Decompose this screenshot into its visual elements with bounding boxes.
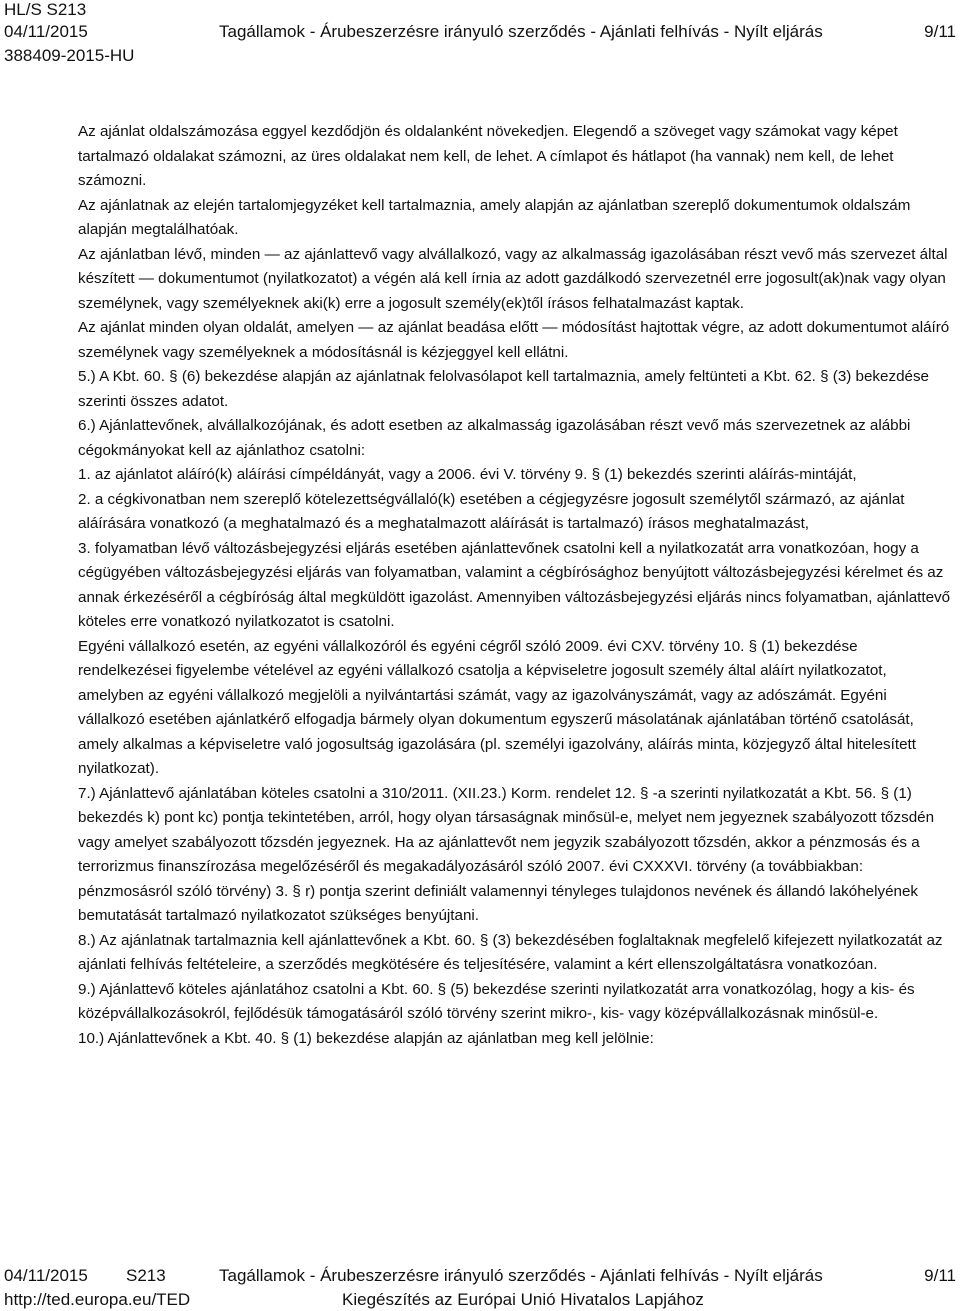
footer-title: Tagállamok - Árubeszerzésre irányuló szerződés - Ajánlati felhívás - Nyílt eljárás: [219, 1266, 823, 1285]
header-page-number: 9/11: [924, 22, 956, 41]
notice-id: 388409-2015-HU: [4, 46, 135, 65]
paragraph: Az ajánlat minden olyan oldalát, amelyen — az ajánlat beadása előtt — módosítást hajtottak végre, az adott dokumentumot aláíró személynek vagy személyeknek a módosításnál is kézjeggyel kell ellátni.: [78, 319, 950, 361]
header-title: Tagállamok - Árubeszerzésre irányuló szerződés - Ajánlati felhívás - Nyílt eljárás: [219, 22, 823, 41]
journal-label: HL/S S213: [4, 0, 87, 19]
paragraph: Az ajánlatnak az elején tartalomjegyzéket kell tartalmaznia, amely alapján az ajánlatban szereplő dokumentumok oldalszám alapján megtalálhatóak.: [78, 196, 911, 238]
paragraph: Az ajánlatban lévő, minden — az ajánlattevő vagy alvállalkozó, vagy az alkalmasság igazolásában részt vevő más szervezet által készített — dokumentumot (nyilatkozatot) a végén alá kell írnia az adott gazdálkodó szervezetnél erre jogosult(ak)nak vagy olyan személynek, vagy személyeknek aki(k) erre a jogosult személy(ek)től írásos felhatalmazást kaptak.: [78, 245, 948, 312]
paragraph: 2. a cégkivonatban nem szereplő kötelezettségvállaló(k) esetében a cégjegyzésre jogosult személytől származó, az ajánlat aláírására vonatkozó (a meghatalmazó és a meghatalmazott aláírását is tartalmazó) írásos meghatalmazást,: [78, 490, 905, 532]
paragraph: 10.) Ajánlattevőnek a Kbt. 40. § (1) bekezdése alapján az ajánlatban meg kell jelölnie:: [78, 1029, 654, 1047]
footer-url-link[interactable]: http://ted.europa.eu/TED: [4, 1290, 191, 1309]
footer-issue: S213: [126, 1266, 166, 1285]
paragraph: 9.) Ajánlattevő köteles ajánlatához csatolni a Kbt. 60. § (5) bekezdése szerinti nyilatkozatát arra vonatkozólag, hogy a kis- és középvállalkozásokról, fejlődésük támogatásáról szóló törvény szerint mikro-, kis- vagy középvállalkozásnak minősül-e.: [78, 980, 915, 1022]
paragraph: Az ajánlat oldalszámozása eggyel kezdődjön és oldalanként növekedjen. Elegendő a szöveget vagy számokat vagy képet tartalmazó oldalakat számozni, az üres oldalakat nem kell, de lehet. A címlapot és hátlapot (ha vannak) nem kell, de lehet számozni.: [78, 123, 898, 189]
paragraph: 5.) A Kbt. 60. § (6) bekezdése alapján az ajánlatnak felolvasólapot kell tartalmaznia, amely feltünteti a Kbt. 62. § (3) bekezdése szerinti összes adatot.: [78, 368, 930, 410]
paragraph: 7.) Ajánlattevő ajánlatában köteles csatolni a 310/2011. (XII.23.) Korm. rendelet 12. § -a szerinti nyilatkozatát a Kbt. 56. § (1) bekezdés k) pont kc) pontja tekintetében, arról, hogy olyan társaságnak minősül-e, melyet nem jegyeznek szabályozott tőzsdén vagy amelyet szabályozott tőzsdén jegyeznek. Ha az ajánlattevőt nem jegyzik szabályozott tőzsdén, akkor a pénzmosás és a terrorizmus finanszírozása megelőzéséről és megakadályozásáról szóló 2007. évi CXXXVI. törvény (a továbbiakban: pénzmosásról szóló törvény) 3. § r) pontja szerint definiált valamennyi tényleges tulajdonos nevének és állandó lakóhelyének bemutatását tartalmazó nyilatkozatot szükséges benyújtani.: [78, 784, 935, 924]
paragraph: 6.) Ajánlattevőnek, alvállalkozójának, és adott esetben az alkalmasság igazolásában részt vevő más szervezetnek az alábbi cégokmányokat kell az ajánlathoz csatolni:: [78, 417, 911, 459]
document-body: [78, 120, 954, 1051]
footer-supplement: Kiegészítés az Európai Unió Hivatalos Lapjához: [342, 1290, 704, 1309]
paragraph: Egyéni vállalkozó esetén, az egyéni vállalkozóról és egyéni cégről szóló 2009. évi CXV. törvény 10. § (1) bekezdése rendelkezései figyelembe vételével az egyéni vállalkozó csatolja a képviseletre jogosult személy által aláírt nyilatkozatot, amelyben az egyéni vállalkozó megjelöli a nyilvántartási számát, vagy az igazolványszámát, vagy az adószámát. Egyéni vállalkozó esetében ajánlatkérő elfogadja bármely olyan dokumentum egyszerű másolatának ajánlatában történő csatolását, amely alkalmas a képviseletre való jogosultság igazolására (pl. személyi igazolvány, aláírás minta, közjegyző által hitelesített nyilatkozat).: [78, 637, 916, 777]
paragraph: 8.) Az ajánlatnak tartalmaznia kell ajánlattevőnek a Kbt. 60. § (3) bekezdésében foglaltaknak megfelelő kifejezett nyilatkozatát az ajánlati felhívás feltételeire, a szerződés megkötésére és teljesítésére, valamint a kért ellenszolgáltatásra vonatkozóan.: [78, 931, 943, 973]
footer-date: 04/11/2015: [4, 1266, 88, 1285]
header-date: 04/11/2015: [4, 22, 88, 41]
paragraph: 1. az ajánlatot aláíró(k) aláírási címpéldányát, vagy a 2006. évi V. törvény 9. § (1) bekezdés szerinti aláírás-mintáját,: [78, 466, 857, 483]
paragraph: 3. folyamatban lévő változásbejegyzési eljárás esetében ajánlattevőnek csatolni kell a nyilatkozatát arra vonatkozóan, hogy a cégügyében változásbejegyzési eljárás van folyamatban, valamint a cégbírósághoz benyújtott változásbejegyzési kérelmet és az annak érkezéséről a cégbíróság által megküldött igazolást. Amennyiben változásbejegyzési eljárás nincs folyamatban, ajánlattevő köteles erre vonatkozó nyilatkozatot is csatolni.: [78, 539, 951, 630]
footer-page-number: 9/11: [924, 1266, 956, 1285]
